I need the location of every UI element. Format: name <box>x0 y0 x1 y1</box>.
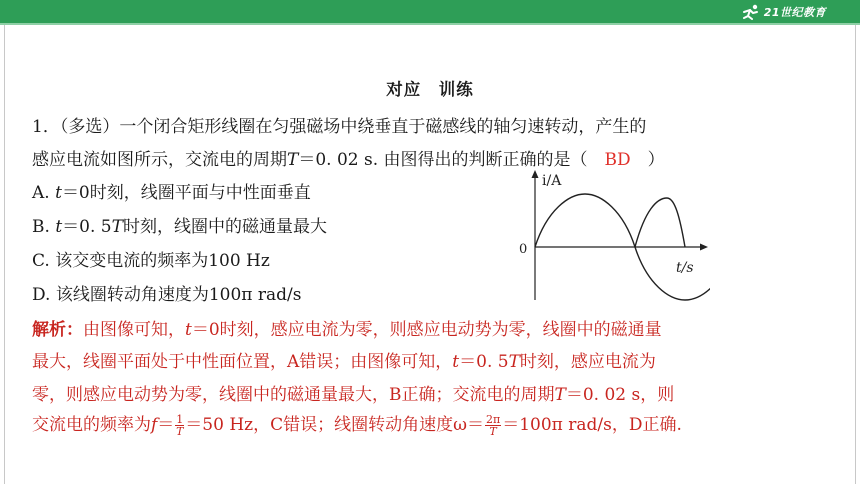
solution-text: ＝ <box>157 415 175 435</box>
solution-line-3 <box>32 380 674 405</box>
fraction-denominator: T <box>176 425 184 438</box>
option-label: B. <box>32 217 56 237</box>
solution-text: 最大，线圈平面处于中性面位置，A错误；由图像可知， <box>32 352 453 372</box>
solution-text: ＝0. 5 <box>459 352 509 372</box>
sine-curve-positive-half <box>535 194 635 247</box>
question-text: ＝0. 02 s. 由图得出的判断正确的是（ <box>298 150 605 170</box>
top-banner-underline <box>0 23 860 25</box>
option-text: C. 该交变电流的频率为100 Hz <box>32 251 270 271</box>
solution-line-1 <box>32 315 662 340</box>
option-text: ＝0时刻，线圈平面与中性面垂直 <box>61 183 311 203</box>
question-text: 1．（多选）一个闭合矩形线圈在匀强磁场中绕垂直于磁感线的轴匀速转动，产生的 <box>32 117 647 137</box>
solution-text: ＝0时刻，感应电流为零，则感应电动势为零，线圈中的磁通量 <box>191 320 662 340</box>
logo-text: 21世纪教育 <box>763 5 826 19</box>
fraction-denominator: T <box>489 425 497 438</box>
question-line-1 <box>32 112 646 137</box>
frequency-symbol: f <box>151 415 158 435</box>
solution-text: ＝100π rad/s，D正确. <box>502 415 682 435</box>
option-b <box>32 212 327 237</box>
option-label: A. <box>32 183 56 203</box>
time-symbol: t <box>185 320 192 340</box>
question-text: ） <box>630 150 665 170</box>
sine-helper-2 <box>635 194 685 247</box>
current-time-graph <box>510 168 710 303</box>
fraction-one-over-t <box>175 414 184 437</box>
solution-label: 解析： <box>32 320 83 340</box>
fraction-numerator: 2π <box>485 413 501 426</box>
answer-text: BD <box>604 150 631 170</box>
brand-logo <box>741 2 826 21</box>
option-d <box>32 280 301 305</box>
time-symbol: t <box>55 183 62 203</box>
fraction-numerator: 1 <box>176 413 184 426</box>
option-text: ＝0. 5 <box>62 217 112 237</box>
runner-icon <box>741 4 761 20</box>
time-symbol: t <box>452 352 460 372</box>
x-axis-arrow <box>700 244 708 251</box>
y-axis-arrow <box>532 170 539 178</box>
option-text: 时刻，线圈中的磁通量最大 <box>122 217 327 237</box>
solution-text: ＝50 Hz，C错误；线圈转动角速度ω＝ <box>185 415 484 435</box>
option-text: D. 该线圈转动角速度为100π rad/s <box>32 285 302 305</box>
period-symbol: T <box>287 150 299 170</box>
solution-text: 零，则感应电动势为零，线圈中的磁通量最大，B正确；交流电的周期 <box>32 385 555 405</box>
fraction-two-pi-over-t <box>485 414 501 437</box>
sine-curve-negative-half <box>635 247 710 300</box>
solution-text: ＝0. 02 s，则 <box>565 385 675 405</box>
sine-helper <box>585 247 635 300</box>
section-heading: 对应 训练 <box>386 80 474 99</box>
time-symbol: t <box>55 217 63 237</box>
solution-text: 交流电的频率为 <box>32 415 151 435</box>
solution-text: 由图像可知， <box>83 320 185 340</box>
top-banner <box>0 0 860 23</box>
sine-curve-second-positive <box>635 198 685 247</box>
solution-line-4 <box>32 410 682 437</box>
solution-text: 时刻，感应电流为 <box>519 352 656 372</box>
origin-label: 0 <box>519 242 528 257</box>
solution-line-2 <box>32 347 656 372</box>
y-axis-label: i/A <box>542 173 562 189</box>
period-symbol: T <box>111 217 123 237</box>
option-c <box>32 246 270 271</box>
x-axis-label: t/s <box>676 260 694 276</box>
option-a <box>32 178 311 203</box>
period-symbol: T <box>508 352 520 372</box>
period-symbol: T <box>554 385 566 405</box>
question-line-2 <box>32 145 665 170</box>
question-text: 感应电流如图所示，交流电的周期 <box>32 150 287 170</box>
